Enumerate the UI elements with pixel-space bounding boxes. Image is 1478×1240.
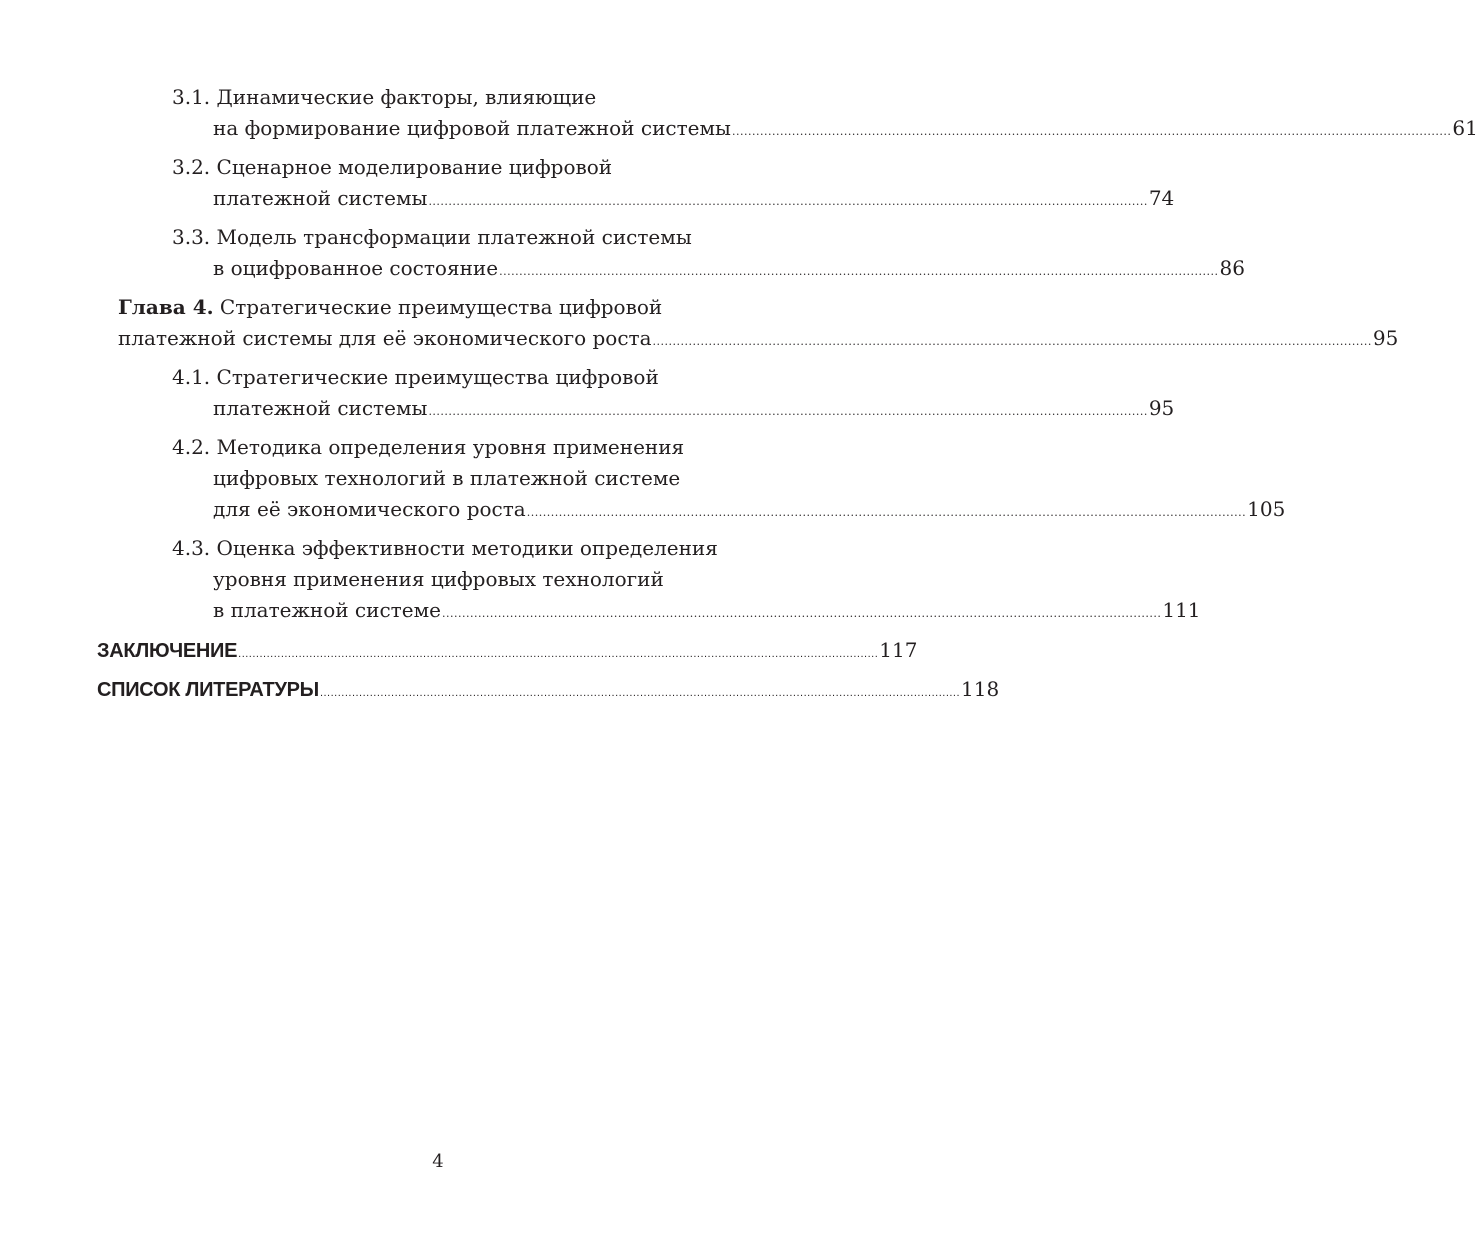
toc-entry-leader-line (213, 113, 1478, 144)
toc-entry-chapter-4[interactable] (118, 292, 1399, 354)
toc-entry-leader-line (213, 183, 1175, 214)
toc-page-number: 118 (961, 677, 1000, 701)
toc-page-number: 95 (1372, 326, 1399, 350)
toc-entry-conclusion[interactable] (97, 635, 918, 666)
toc-entry-title-line: 3.2. Сценарное моделирование цифровой (172, 155, 613, 179)
toc-entry-3-1[interactable] (172, 82, 1478, 144)
toc-entry-title-line: платежной системы (213, 396, 428, 420)
chapter-title: Стратегические преимущества цифровой (213, 295, 663, 319)
dot-leader: .................................................................................................................................................................................... (319, 687, 961, 699)
toc-entry-title-line: платежной системы (213, 186, 428, 210)
toc-entry-3-2[interactable] (172, 152, 1175, 214)
toc-entry-references[interactable] (97, 674, 1000, 705)
toc-entry-leader-line (118, 323, 1399, 354)
toc-entry-leader-line (213, 494, 1286, 525)
toc-entry-title-line: уровня применения цифровых технологий (213, 567, 664, 591)
toc-page-number: 117 (879, 638, 918, 662)
toc-entry-title-line (118, 292, 778, 323)
toc-entry-title: ЗАКЛЮЧЕНИЕ (97, 640, 238, 662)
dot-leader: .................................................................................................................................................................................... (652, 335, 1372, 348)
toc-entry-title-line: цифровых технологий в платежной системе (213, 466, 681, 490)
toc-entry-title-line: в платежной системе (213, 598, 441, 622)
toc-entry-title: СПИСОК ЛИТЕРАТУРЫ (97, 679, 319, 701)
toc-entry-3-3[interactable] (172, 222, 1245, 284)
dot-leader: .................................................................................................................................................................................... (428, 195, 1148, 208)
toc-entry-leader-line (213, 595, 1201, 626)
toc-entry-4-3[interactable] (172, 533, 1201, 626)
toc-entry-leader-line (213, 393, 1175, 424)
toc-entry-title-line: 4.2. Методика определения уровня применения (172, 435, 685, 459)
dot-leader: .................................................................................................................................................................................... (238, 648, 879, 660)
toc-entry-title-line: 4.1. Стратегические преимущества цифровой (172, 365, 659, 389)
dot-leader: .................................................................................................................................................................................... (428, 405, 1148, 418)
toc-entry-title-line: на формирование цифровой платежной системы (213, 116, 731, 140)
toc-entry-title-line: в оцифрованное состояние (213, 256, 499, 280)
toc-entry-4-1[interactable] (172, 362, 1175, 424)
toc-entry-title-line: для её экономического роста (213, 497, 526, 521)
toc-page-number: 61 (1452, 116, 1478, 140)
page-number: 4 (432, 1151, 444, 1172)
toc-entry-title-line: 3.3. Модель трансформации платежной системы (172, 225, 692, 249)
toc-entry-leader-line (97, 674, 1000, 705)
dot-leader: .................................................................................................................................................................................... (441, 607, 1162, 620)
toc-page-number: 74 (1148, 186, 1175, 210)
toc-page-number: 86 (1219, 256, 1245, 280)
dot-leader: .................................................................................................................................................................................... (499, 265, 1219, 278)
toc-entry-title-line: 3.1. Динамические факторы, влияющие (172, 85, 597, 109)
toc-entry-4-2[interactable] (172, 432, 1286, 525)
toc-page-number: 105 (1247, 497, 1286, 521)
toc-entry-title-line: платежной системы для её экономического роста (118, 326, 652, 350)
dot-leader: .................................................................................................................................................................................... (526, 506, 1247, 519)
toc-entry-leader-line (213, 253, 1245, 284)
toc-page-number: 111 (1162, 598, 1201, 622)
toc-entry-leader-line (97, 635, 918, 666)
toc-page-number: 95 (1148, 396, 1175, 420)
toc-entry-title-line: 4.3. Оценка эффективности методики определения (172, 536, 718, 560)
dot-leader: .................................................................................................................................................................................... (731, 125, 1452, 138)
chapter-label: Глава 4. (118, 295, 214, 319)
